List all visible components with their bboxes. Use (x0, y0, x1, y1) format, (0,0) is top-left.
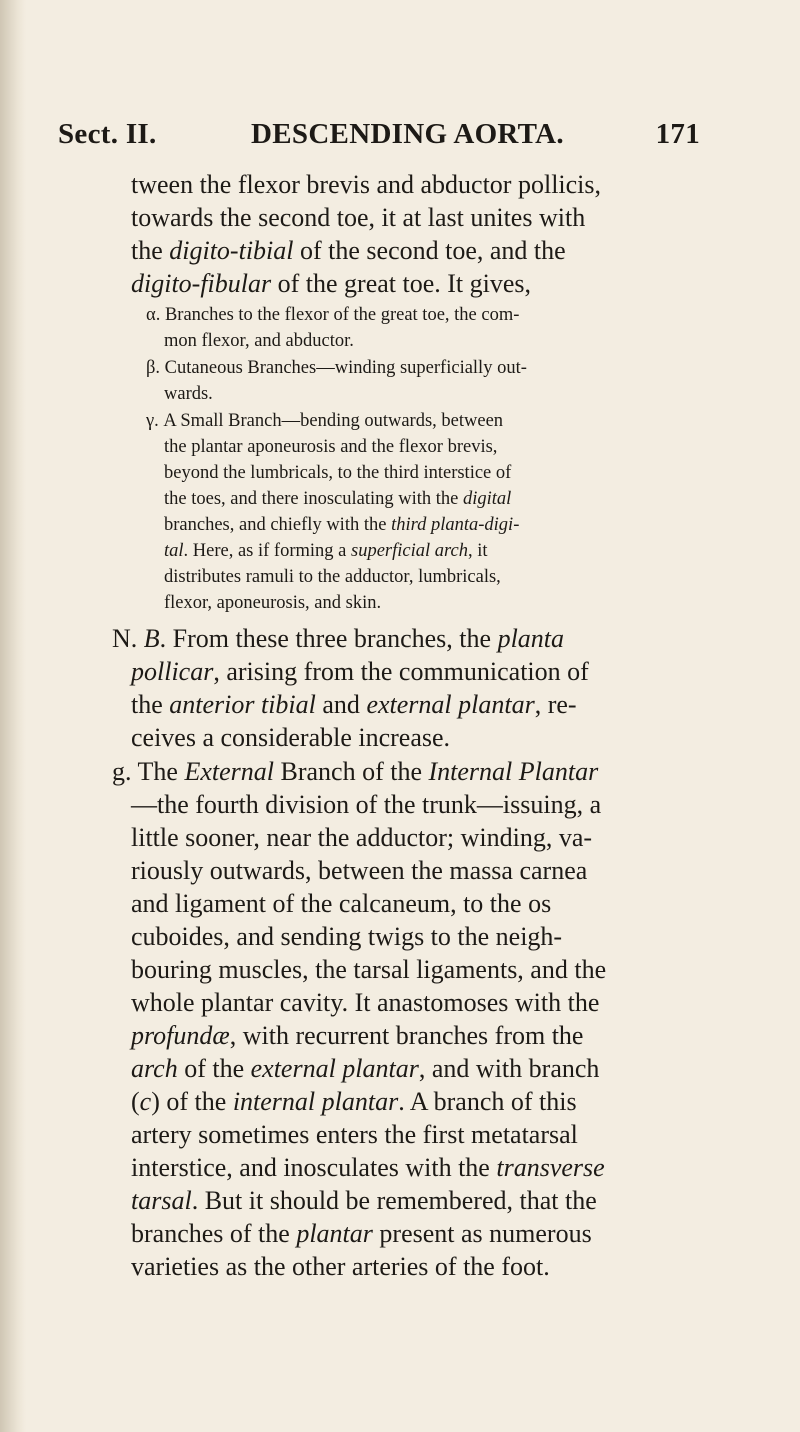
text-line: γ. A Small Branch—bending outwards, between (146, 411, 504, 431)
text-line: whole plantar cavity. It anastomoses with the (131, 988, 600, 1017)
text-line: flexor, aponeurosis, and skin. (164, 593, 382, 613)
text-line: riously outwards, between the massa carnea (131, 856, 588, 885)
text-line: bouring muscles, the tarsal ligaments, and the (131, 955, 607, 984)
text-line: tal. Here, as if forming a superficial arch, it (164, 541, 488, 561)
text-line: branches of the plantar present as numerous (131, 1219, 592, 1248)
text-line: (c) of the internal plantar. A branch of this (131, 1087, 577, 1116)
text-line: the plantar aponeurosis and the flexor brevis, (164, 437, 498, 457)
text-line: pollicar, arising from the communication of (131, 657, 589, 686)
text-line: the toes, and there inosculating with the digital (164, 489, 512, 509)
text-line: β. Cutaneous Branches—winding superficially out- (146, 358, 527, 378)
text-line: tarsal. But it should be remembered, that the (131, 1186, 597, 1215)
text-line: varieties as the other arteries of the foot. (131, 1252, 550, 1281)
text-line: cuboides, and sending twigs to the neigh- (131, 922, 563, 951)
text-line: wards. (164, 384, 213, 404)
text-line: arch of the external plantar, and with branch (131, 1054, 600, 1083)
text-line: the anterior tibial and external plantar, re- (131, 690, 577, 719)
text-line: towards the second toe, it at last unites with (131, 203, 586, 232)
text-line: interstice, and inosculates with the transverse (131, 1153, 605, 1182)
text-line: g. The External Branch of the Internal Plantar (112, 757, 599, 786)
text-line: little sooner, near the adductor; winding, va- (131, 823, 593, 852)
text-line: N. B. From these three branches, the planta (112, 624, 565, 653)
text-line: branches, and chiefly with the third planta-digi- (164, 515, 520, 535)
text-line: beyond the lumbricals, to the third interstice of (164, 463, 512, 483)
text-line: profundæ, with recurrent branches from the (131, 1021, 584, 1050)
running-header (58, 118, 700, 162)
page-title: DESCENDING AORTA. (251, 118, 564, 150)
text-line: artery sometimes enters the first metatarsal (131, 1120, 578, 1149)
section-label: Sect. II. (58, 118, 157, 150)
text-line: tween the flexor brevis and abductor pollicis, (131, 170, 602, 199)
text-line: —the fourth division of the trunk—issuing, a (131, 790, 602, 819)
text-line: α. Branches to the flexor of the great toe, the com- (146, 305, 520, 325)
page-number: 171 (655, 118, 700, 150)
text-line: ceives a considerable increase. (131, 723, 451, 752)
text-line: the digito-tibial of the second toe, and the (131, 236, 566, 265)
text-line: and ligament of the calcaneum, to the os (131, 889, 552, 918)
text-line: mon flexor, and abductor. (164, 331, 354, 351)
text-line: digito-fibular of the great toe. It gives, (131, 269, 532, 298)
page-gutter-shadow (0, 0, 26, 1432)
text-line: distributes ramuli to the adductor, lumbricals, (164, 567, 501, 587)
